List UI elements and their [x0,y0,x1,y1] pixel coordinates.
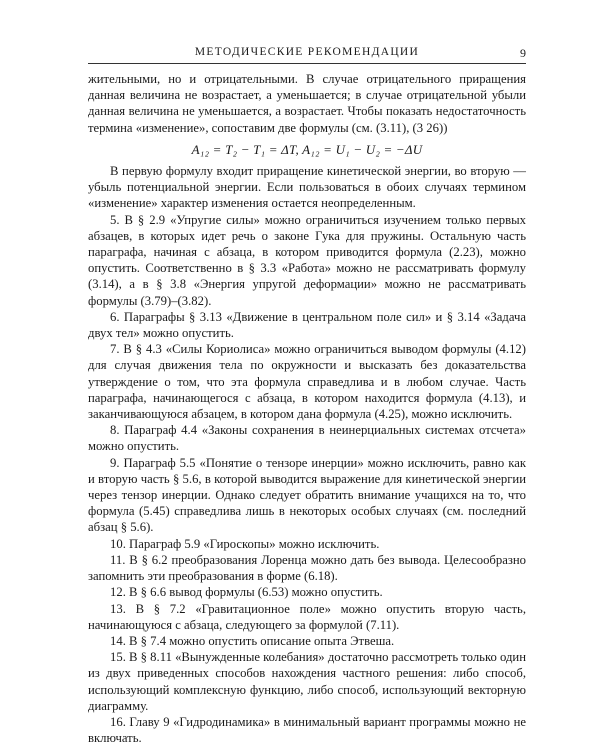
paragraph-item-5: 5. В § 2.9 «Упругие силы» можно ограничиться изучением только первых абзацев, в которых идет речь о законе Гука для пружины. Остальную часть параграфа, начиная с абзаца, в котором приводится формула (2.23), можно опустить. Соответственно в § 3.3 «Работа» можно не рассматривать формулу (3.14), а в § 3.8 «Энергия упругой деформации» можно не рассматривать формулы (3.79)–(3.82). [88,212,526,308]
paragraph-item-6: 6. Параграфы § 3.13 «Движение в центральном поле сил» и § 3.14 «Задача двух тел» можно опустить. [88,309,526,341]
paragraph-item-16: 16. Главу 9 «Гидродинамика» в минимальный вариант программы можно не включать. [88,714,526,746]
paragraph-energy: В первую формулу входит приращение кинетической энергии, во вторую — убыль потенциальной энергии. Если пользоваться в обоих случаях термином «изменение» характер изменения остается неопределенным. [88,164,526,211]
paragraph-item-9: 9. Параграф 5.5 «Понятие о тензоре инерции» можно исключить, равно как и вторую часть § 5.6, в которой выводится выражение для кинетической энергии через тензор инерции. Однако следует обратить внимание учащихся на то, что формула (5.45) справедлива лишь в некоторых особых случаях (см. последний абзац § 5.6). [88,455,526,535]
header-title: МЕТОДИЧЕСКИЕ РЕКОМЕНДАЦИИ [194,46,420,58]
body-text [88,71,526,746]
paragraph-item-10: 10. Параграф 5.9 «Гироскопы» можно исключить. [110,536,380,551]
paragraph-item-13: 13. В § 7.2 «Гравитационное поле» можно опустить вторую часть, начинающуюся с абзаца, следующего за формулой (7.11). [88,601,526,632]
paragraph-item-15: 15. В § 8.11 «Вынужденные колебания» достаточно рассмотреть только один из двух приведенных способов нахождения частного решения: либо способ, использующий комплексную функцию, либо способ, использующий векторную диаграмму. [88,650,526,713]
paragraph-item-14: 14. В § 7.4 можно опустить описание опыта Этвеша. [110,633,395,648]
paragraph-item-11: 11. В § 6.2 преобразования Лоренца можно дать без вывода. Целесообразно запомнить эти преобразования в форме (6.18). [88,552,526,584]
paragraph-item-12: 12. В § 6.6 вывод формулы (6.53) можно опустить. [110,585,383,600]
running-header [88,46,526,64]
paragraph-continuation: жительными, но и отрицательными. В случае отрицательного приращения данная величина не возрастает, а уменьшается; в случае отрицательной убыли данная величина не уменьшается, а возрастает. Чтобы показать недостаточность термина «изменение», сопоставим две формулы (см. (3.11), (3 26)) [88,72,526,135]
paragraph-item-7: 7. В § 4.3 «Силы Кориолиса» можно ограничиться выводом формулы (4.12) для случая движения тела по окружности и высказать без доказательства утверждение о том, что эта формула справедлива и в любом случае. Часть параграфа, начинающегося с абзаца, в котором находится формула (4.13), и заканчивающуюся абзацем, в котором дана формула (4.25), можно исключить. [88,342,526,422]
page-number: 9 [520,46,526,60]
header-rule [88,63,526,64]
paragraph-item-8: 8. Параграф 4.4 «Законы сохранения в неинерциальных системах отсчета» можно опустить. [88,423,526,454]
formula-work: A₁₂ = T₂ − T₁ = ΔT, A₁₂ = U₁ − U₂ = −ΔU [191,141,423,157]
